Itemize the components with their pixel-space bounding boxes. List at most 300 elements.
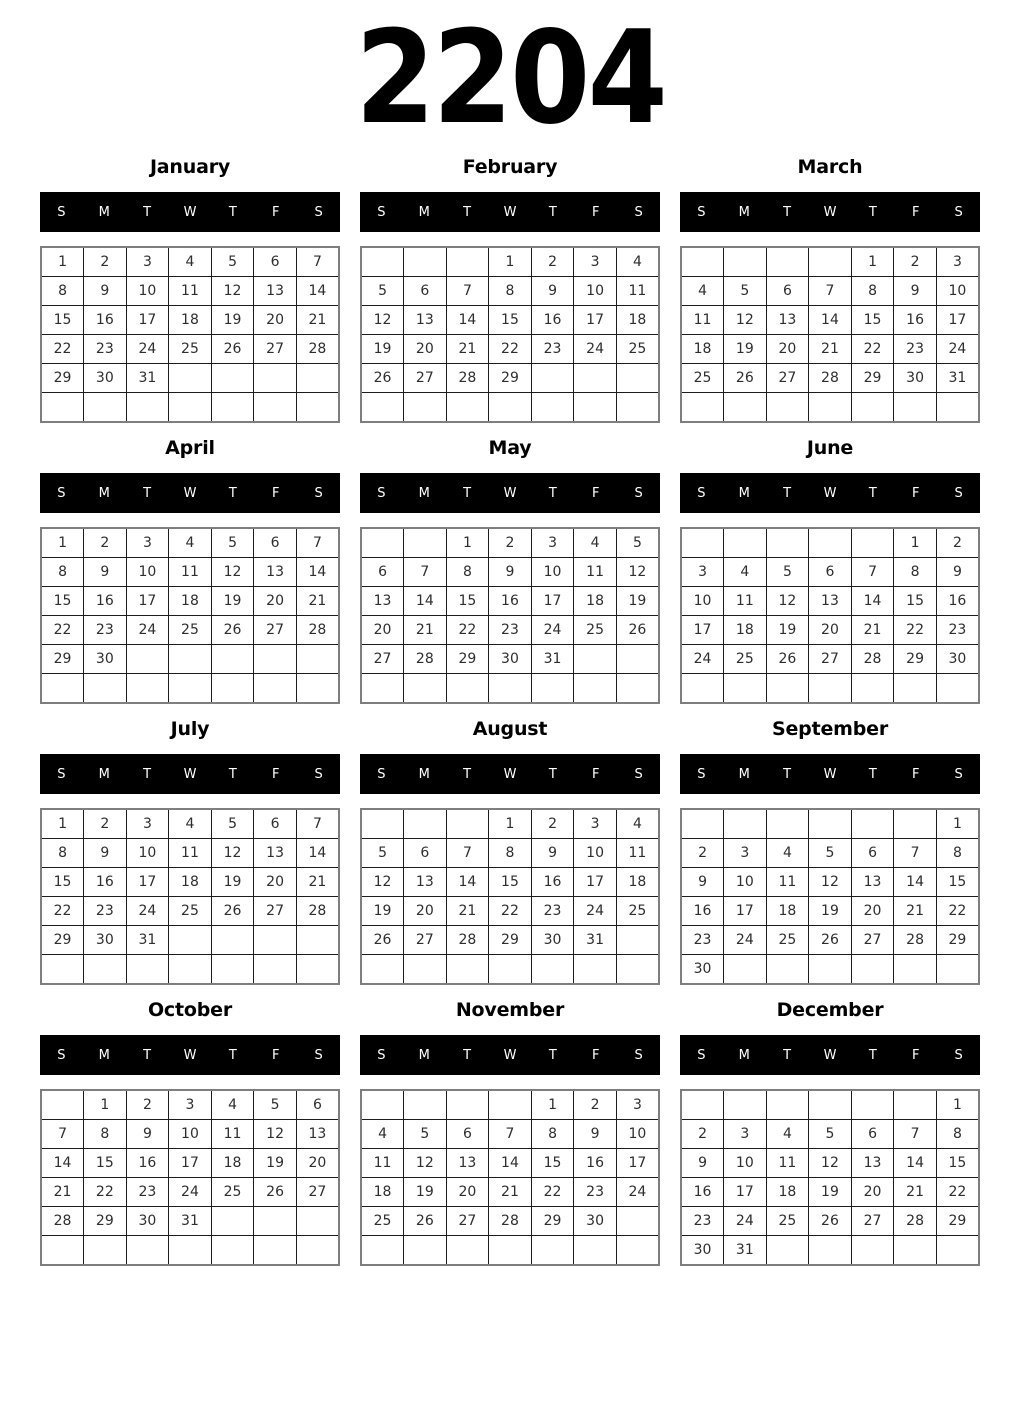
month-title: February [462,156,558,178]
day-cell: 5 [809,1120,852,1149]
day-cell: 24 [574,335,617,364]
day-cell: 2 [574,1090,617,1120]
day-cell: 25 [169,335,212,364]
week-row [41,1120,339,1149]
weekday-letter: F [911,1047,920,1063]
day-cell: 24 [126,616,169,645]
day-cell [809,1236,852,1266]
week-row [361,558,659,587]
day-cell: 30 [681,955,724,985]
day-cell: 14 [894,868,937,897]
day-cell: 9 [84,558,127,587]
day-cell [894,809,937,839]
week-row [681,1207,979,1236]
day-cell: 22 [851,335,894,364]
year-title-text: 2204 [355,4,665,153]
day-cell: 14 [296,839,339,868]
day-cell: 2 [84,528,127,558]
day-cell: 6 [851,839,894,868]
day-cell [851,809,894,839]
day-cell: 12 [809,868,852,897]
day-cell: 15 [936,868,979,897]
day-cell [681,1090,724,1120]
day-cell: 13 [361,587,404,616]
day-cell: 27 [766,364,809,393]
weekday-letter: M [98,1047,110,1063]
day-cell: 24 [169,1178,212,1207]
day-cell: 11 [211,1120,254,1149]
month-day-grid [40,246,340,423]
day-cell: 29 [41,645,84,674]
year-title [0,0,1020,154]
day-cell: 28 [894,926,937,955]
day-cell: 15 [489,306,532,335]
week-row [361,839,659,868]
day-cell: 23 [681,926,724,955]
day-cell: 3 [531,528,574,558]
week-row [41,587,339,616]
day-cell: 3 [574,247,617,277]
day-cell: 11 [169,839,212,868]
day-cell: 12 [211,558,254,587]
day-cell [936,1236,979,1266]
day-cell: 21 [894,1178,937,1207]
weekday-letter: F [911,485,920,501]
day-cell: 24 [574,897,617,926]
day-cell [724,955,767,985]
weekday-letter: W [183,766,197,782]
day-cell: 8 [894,558,937,587]
day-cell: 30 [936,645,979,674]
day-cell: 4 [766,839,809,868]
day-cell: 18 [766,1178,809,1207]
weekday-letter: M [98,204,110,220]
weekday-letter: S [697,204,706,220]
day-cell: 17 [169,1149,212,1178]
weekday-letter: F [271,485,280,501]
day-cell [851,528,894,558]
week-row [41,645,339,674]
day-cell [681,674,724,704]
day-cell [766,674,809,704]
week-row [41,1178,339,1207]
day-cell [211,645,254,674]
day-cell [851,674,894,704]
day-cell: 2 [84,247,127,277]
day-cell [296,393,339,423]
day-cell: 9 [531,839,574,868]
weekday-letter: M [738,1047,750,1063]
week-row [41,335,339,364]
day-cell [296,674,339,704]
day-cell [211,1207,254,1236]
weekday-header-bar [360,1035,660,1075]
week-row [41,809,339,839]
day-cell: 18 [169,587,212,616]
day-cell: 17 [724,897,767,926]
day-cell: 7 [404,558,447,587]
day-cell: 13 [254,839,297,868]
weekday-letter: M [738,485,750,501]
day-cell [574,393,617,423]
day-cell: 7 [296,247,339,277]
week-row [681,1090,979,1120]
day-cell [169,645,212,674]
day-cell: 16 [681,897,724,926]
day-cell: 5 [361,839,404,868]
day-cell [724,674,767,704]
day-cell [574,1236,617,1266]
day-cell [84,674,127,704]
day-cell: 9 [681,868,724,897]
day-cell: 28 [296,897,339,926]
day-cell: 3 [616,1090,659,1120]
day-cell [724,247,767,277]
day-cell: 9 [936,558,979,587]
day-cell [809,674,852,704]
day-cell: 6 [361,558,404,587]
week-row [41,364,339,393]
day-cell: 4 [169,247,212,277]
day-cell [681,809,724,839]
day-cell: 14 [489,1149,532,1178]
day-cell: 24 [616,1178,659,1207]
week-row [41,674,339,704]
day-cell: 30 [84,926,127,955]
weekday-letter: S [954,204,963,220]
day-cell: 1 [41,809,84,839]
day-cell: 30 [894,364,937,393]
day-cell: 13 [296,1120,339,1149]
weekday-letter: F [911,204,920,220]
day-cell [616,674,659,704]
day-cell: 23 [84,616,127,645]
day-cell: 17 [681,616,724,645]
weekday-letter: S [314,485,323,501]
weekday-letter: T [548,204,557,220]
day-cell [574,364,617,393]
weekday-header-bar [680,192,980,232]
day-cell: 29 [41,364,84,393]
day-cell [531,674,574,704]
day-cell [404,393,447,423]
day-cell: 7 [446,277,489,306]
day-cell: 10 [724,868,767,897]
weekday-header-bar [40,1035,340,1075]
day-cell [766,1236,809,1266]
day-cell: 14 [446,868,489,897]
day-cell: 16 [531,306,574,335]
day-cell [446,1236,489,1266]
day-cell [894,393,937,423]
weekday-letter: M [98,485,110,501]
day-cell: 2 [894,247,937,277]
day-cell [724,809,767,839]
day-cell: 5 [211,528,254,558]
day-cell: 24 [126,897,169,926]
weekday-header-bar [40,754,340,794]
day-cell: 5 [211,247,254,277]
day-cell: 6 [446,1120,489,1149]
weekday-letter: S [57,485,66,501]
day-cell: 23 [681,1207,724,1236]
day-cell: 1 [894,528,937,558]
day-cell [404,1090,447,1120]
day-cell: 19 [809,1178,852,1207]
day-cell [766,393,809,423]
weekday-letter: M [98,766,110,782]
day-cell: 4 [169,809,212,839]
day-cell [254,955,297,985]
day-cell [211,364,254,393]
month-day-grid [40,527,340,704]
day-cell: 17 [574,306,617,335]
weekday-letter: S [954,485,963,501]
day-cell: 21 [296,868,339,897]
day-cell [851,393,894,423]
day-cell: 13 [851,1149,894,1178]
day-cell: 14 [296,277,339,306]
weekday-letter: M [738,766,750,782]
day-cell [531,393,574,423]
day-cell: 18 [361,1178,404,1207]
day-cell [169,955,212,985]
week-row [681,528,979,558]
day-cell: 19 [616,587,659,616]
day-cell: 13 [404,868,447,897]
day-cell: 4 [361,1120,404,1149]
week-row [361,955,659,985]
day-cell: 7 [851,558,894,587]
day-cell: 6 [254,247,297,277]
day-cell: 20 [851,1178,894,1207]
weekday-letter: S [377,204,386,220]
weekday-letter: S [697,485,706,501]
week-row [41,393,339,423]
day-cell [211,1236,254,1266]
month-november [360,997,660,1266]
day-cell [296,645,339,674]
day-cell: 8 [41,277,84,306]
day-cell: 8 [531,1120,574,1149]
month-title: August [472,718,548,740]
day-cell [616,393,659,423]
day-cell: 25 [616,335,659,364]
month-title: March [797,156,863,178]
week-row [41,897,339,926]
week-row [41,558,339,587]
day-cell: 27 [296,1178,339,1207]
day-cell: 31 [126,926,169,955]
day-cell: 4 [574,528,617,558]
day-cell: 3 [126,247,169,277]
day-cell: 26 [361,364,404,393]
week-row [681,364,979,393]
day-cell: 20 [766,335,809,364]
day-cell [296,1236,339,1266]
day-cell: 5 [361,277,404,306]
week-row [361,393,659,423]
day-cell: 17 [126,587,169,616]
weekday-letter: F [591,204,600,220]
day-cell: 21 [296,306,339,335]
day-cell [404,674,447,704]
day-cell: 11 [361,1149,404,1178]
day-cell: 27 [809,645,852,674]
day-cell: 15 [41,306,84,335]
weekday-header-bar [360,192,660,232]
day-cell: 2 [681,839,724,868]
weekday-header-bar [680,473,980,513]
weekday-letter: T [548,1047,557,1063]
weekday-letter: S [697,766,706,782]
day-cell: 8 [489,277,532,306]
weekday-letter: S [954,1047,963,1063]
day-cell: 27 [404,364,447,393]
day-cell [894,955,937,985]
day-cell: 4 [766,1120,809,1149]
day-cell [404,955,447,985]
day-cell [616,645,659,674]
month-title: December [776,999,884,1021]
month-title: April [165,437,215,459]
day-cell [616,926,659,955]
day-cell: 8 [936,839,979,868]
day-cell: 18 [681,335,724,364]
month-day-grid [40,808,340,985]
day-cell [211,926,254,955]
day-cell: 4 [681,277,724,306]
day-cell: 17 [724,1178,767,1207]
weekday-letter: T [228,1047,237,1063]
day-cell: 26 [724,364,767,393]
day-cell: 7 [41,1120,84,1149]
day-cell [211,674,254,704]
weekday-letter: S [634,766,643,782]
day-cell [126,1236,169,1266]
day-cell [296,364,339,393]
day-cell: 19 [361,335,404,364]
week-row [361,335,659,364]
day-cell: 25 [766,926,809,955]
week-row [361,926,659,955]
day-cell [169,364,212,393]
day-cell [211,955,254,985]
day-cell: 13 [254,558,297,587]
week-row [681,1149,979,1178]
week-row [41,1090,339,1120]
week-row [361,897,659,926]
day-cell: 6 [851,1120,894,1149]
day-cell: 4 [616,809,659,839]
week-row [361,1178,659,1207]
month-july [40,716,340,985]
day-cell: 30 [489,645,532,674]
day-cell: 20 [254,587,297,616]
day-cell: 5 [616,528,659,558]
weekday-letter: T [463,485,472,501]
day-cell: 28 [41,1207,84,1236]
weekday-letter: M [418,766,430,782]
month-day-grid [360,1089,660,1266]
weekday-letter: M [418,204,430,220]
day-cell: 19 [766,616,809,645]
day-cell [361,393,404,423]
day-cell [254,1236,297,1266]
day-cell: 8 [851,277,894,306]
day-cell: 22 [531,1178,574,1207]
weekday-letter: T [463,766,472,782]
day-cell: 27 [254,616,297,645]
day-cell: 12 [724,306,767,335]
weekday-letter: T [548,485,557,501]
week-row [41,839,339,868]
day-cell: 11 [681,306,724,335]
week-row [361,645,659,674]
day-cell: 19 [254,1149,297,1178]
day-cell [894,1090,937,1120]
day-cell: 6 [404,839,447,868]
day-cell: 19 [211,868,254,897]
week-row [361,1120,659,1149]
day-cell: 24 [724,1207,767,1236]
day-cell [616,1207,659,1236]
day-cell: 16 [531,868,574,897]
day-cell: 11 [169,277,212,306]
day-cell [574,645,617,674]
week-row [41,1207,339,1236]
weekday-letter: W [823,1047,837,1063]
day-cell: 26 [809,926,852,955]
day-cell: 13 [446,1149,489,1178]
day-cell [254,674,297,704]
day-cell: 12 [809,1149,852,1178]
weekday-letter: T [783,1047,792,1063]
day-cell: 22 [84,1178,127,1207]
day-cell: 14 [894,1149,937,1178]
week-row [41,277,339,306]
day-cell: 21 [404,616,447,645]
day-cell: 19 [404,1178,447,1207]
weekday-letter: F [911,766,920,782]
month-september [680,716,980,985]
day-cell: 17 [574,868,617,897]
day-cell: 6 [766,277,809,306]
day-cell: 16 [681,1178,724,1207]
day-cell: 15 [936,1149,979,1178]
month-march [680,154,980,423]
day-cell [404,809,447,839]
day-cell: 15 [84,1149,127,1178]
day-cell: 29 [531,1207,574,1236]
day-cell: 18 [724,616,767,645]
month-december [680,997,980,1266]
day-cell: 26 [254,1178,297,1207]
weekday-letter: T [868,485,877,501]
day-cell: 28 [809,364,852,393]
day-cell: 2 [531,809,574,839]
day-cell: 19 [211,306,254,335]
day-cell: 8 [41,839,84,868]
weekday-letter: F [591,1047,600,1063]
day-cell: 28 [404,645,447,674]
day-cell [936,674,979,704]
day-cell: 25 [169,897,212,926]
day-cell [851,1090,894,1120]
day-cell: 6 [404,277,447,306]
day-cell: 16 [84,868,127,897]
day-cell: 20 [361,616,404,645]
